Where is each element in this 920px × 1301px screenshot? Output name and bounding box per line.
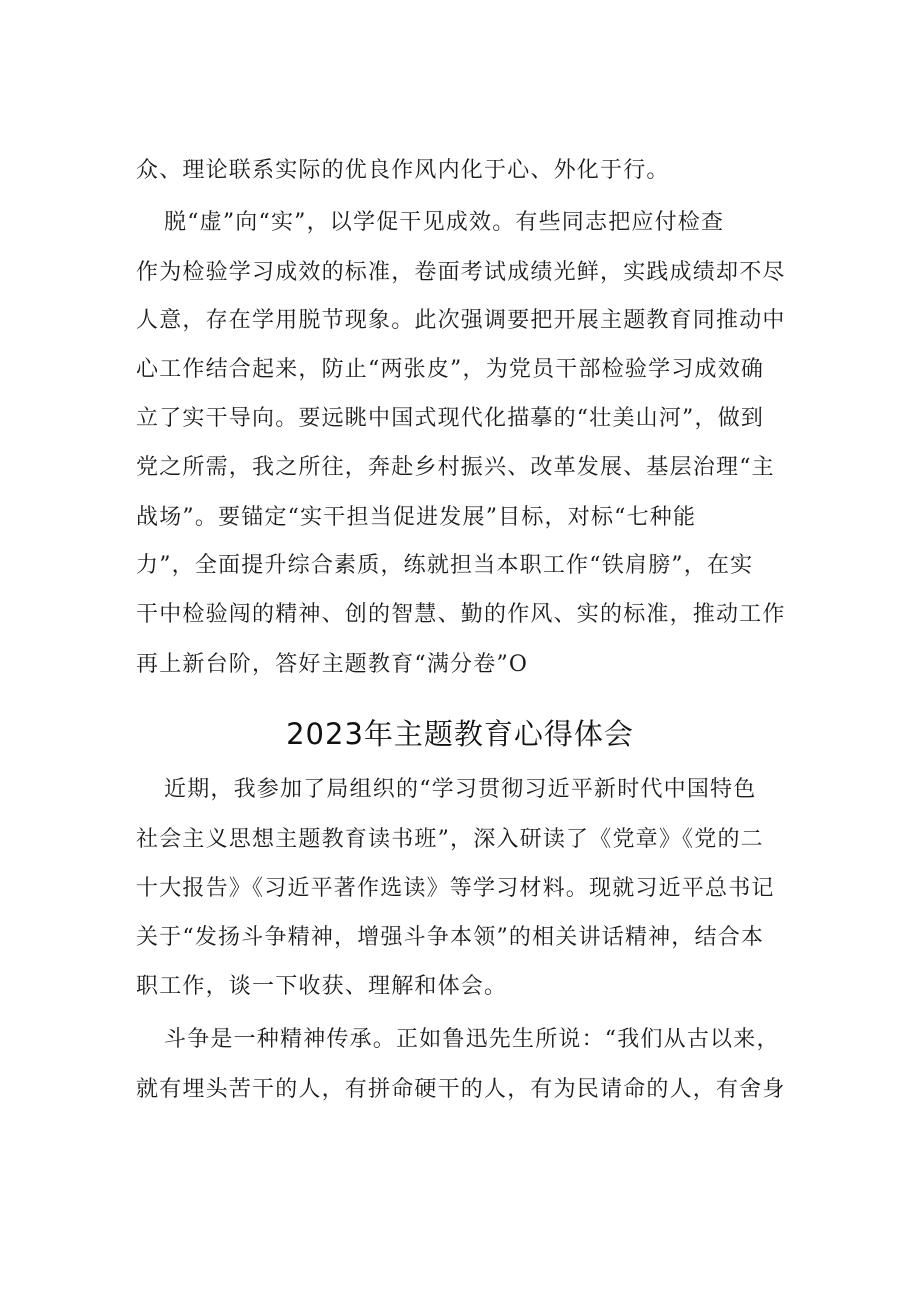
body-text-line: 再上新台阶，答好主题教育“满分卷”O [136,652,529,677]
section-title: 2023年主题教育心得体会 [286,717,634,751]
body-text-line: 人意，存在学用脱节现象。此次强调要把开展主题教育同推动中 [136,308,786,333]
body-text-line: 党之所需，我之所往，奔赴乡村振兴、改革发展、基层治理“主 [136,455,775,480]
body-text-line: 职工作，谈一下收获、理解和体会。 [136,974,508,999]
body-text-line: 众、理论联系实际的优良作风内化于心、外化于行。 [136,158,670,183]
body-text-line: 作为检验学习成效的标准，卷面考试成绩光鲜，实践成绩却不尽 [136,260,786,285]
body-text-line: 干中检验闯的精神、创的智慧、勤的作风、实的标准，推动工作 [136,602,786,627]
body-text-line: 就有埋头苦干的人，有拼命硬干的人，有为民请命的人，有舍身 [136,1077,786,1102]
body-text-line: 十大报告》《习近平著作选读》等学习材料。现就习近平总书记 [136,876,775,901]
body-text-line: 战场”。要锚定“实干担当促进发展”目标，对标“七种能 [136,505,697,530]
body-text-line: 社会主义思想主题教育读书班”，深入研读了《党章》《党的二 [136,827,764,852]
body-text-line: 力”，全面提升综合素质，练就担当本职工作“铁肩膀”，在实 [136,553,754,578]
body-text-line: 心工作结合起来，防止“两张皮”，为党员干部检验学习成效确 [136,357,765,382]
paragraph-first-line: 近期，我参加了局组织的“学习贯彻习近平新时代中国特色 [164,777,757,802]
body-text-line: 立了实干导向。要远眺中国式现代化描摹的“壮美山河”，做到 [136,406,765,431]
body-text-line: 关于“发扬斗争精神，增强斗争本领”的相关讲话精神，结合本 [136,925,765,950]
paragraph-first-line: 斗争是一种精神传承。正如鲁迅先生所说：“我们从古以来， [164,1027,780,1052]
paragraph-first-line: 脱“虚”向“实”，以学促干见成效。有些同志把应付检查 [164,210,725,235]
